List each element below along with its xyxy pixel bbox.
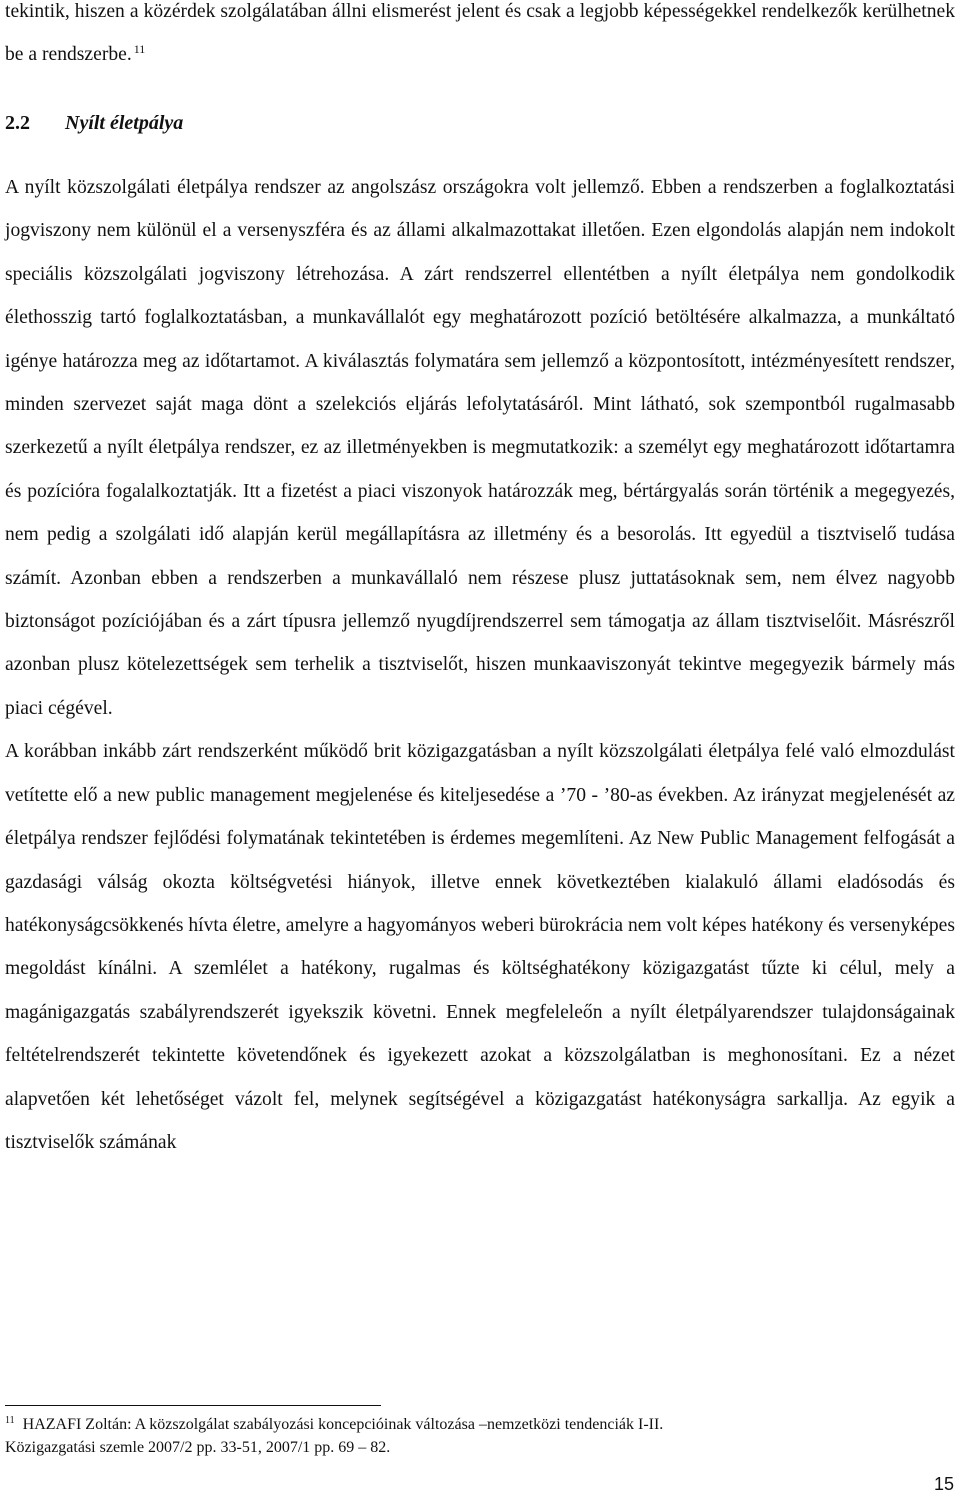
footnote-divider <box>5 1405 381 1406</box>
page-number: 15 <box>933 1474 954 1494</box>
section-number: 2.2 <box>5 112 30 134</box>
section-heading <box>5 102 183 145</box>
main-text <box>5 166 955 1164</box>
footnote <box>5 1413 945 1459</box>
intro-paragraph <box>5 0 955 77</box>
paragraph-open-career-system: A nyílt közszolgálati életpálya rendszer az angolszász országokra volt jellemző. Ebben a rendszerben a foglalkoztatási jogviszony nem különül el a versenyszféra és az állami alkalmazottakat illetően. Ezen elgondolás alapján nem indokolt speciális közszolgálati jogviszony létrehozása. A zárt rendszerrel ellentétben a nyílt életpálya nem gondolkodik élethosszig tartó foglalkoztatásban, a munkavállalót egy meghatározott pozíció betöltésére alkalmazza, a munkáltató igénye határozza meg az időtartamot. A kiválasztás folymatára sem jellemző a központosított, intézményesített rendszer, minden szervezet saját maga dönt a szelekciós eljárás lefolytatásáról. Mint látható, sok szempontból rugalmasabb szerkezetű a nyílt életpálya rendszer, ez az illetményekben is megmutatkozik: a személyt egy meghatározott időtartamra és pozícióra fogalalkoztatják. Itt a fizetést a piaci viszonyok határozzák meg, bértárgyalás során történik a megegyezés, nem pedig a szolgálati idő alapján kerül megállapításra az illetmény és a besorolás. Itt egyedül a tisztviselő tudása számít. Azonban ebben a rendszerben a munkavállaló nem részese plusz juttatásoknak sem, nem élvez nagyobb biztonságot pozíciójában és a zárt típusra jellemző nyugdíjrendszerrel sem támogatja az állam tisztviselőit. Másrészről azonban plusz kötelezettségek sem terhelik a tisztviselőt, hiszen munkaaviszonyát tekintve megegyezik bármely más piaci cégével. <box>5 177 955 719</box>
intro-text: tekintik, hiszen a közérdek szolgálatában állni elismerést jelent és csak a legjobb képességekkel rendelkezők kerülhetnek be a rendszerbe. <box>5 1 955 66</box>
section-title: Nyílt életpálya <box>65 112 184 134</box>
footnote-citation-source: Közigazgatási szemle 2007/2 pp. 33-51, 2007/1 pp. 69 – 82. <box>5 1439 391 1456</box>
paragraph-new-public-management: A korábban inkább zárt rendszerként működő brit közigazgatásban a nyílt közszolgálati életpálya felé való elmozdulást vetítette elő a new public management megjelenése és kiteljesedése a ’70 - ’80-as években. Az irányzat megjelenését az életpálya rendszer fejlődési folymatának tekintetében is érdemes megemlíteni. Az New Public Management felfogását a gazdasági válság okozta költségvetési hiányok, illetve ennek következtében kialakuló állami eladósodás és hatékonyságcsökkenés hívta életre, amelyre a hagyományos weberi bürokrácia nem volt képes hatékony és versenyképes megoldást kínálni. A szemlélet a hatékony, rugalmas és költséghatékony közigazgatást tűzte ki célul, mely a magánigazgatás szabályrendszerét igyekszik követni. Ennek megfeleleőn a nyílt életpályarendszer tulajdonságainak feltételrendszerét tekintette követendőnek és igyekezett azokat a közszolgálatban is meghonosítani. Ez a nézet alapvetően két lehetőséget vázolt fel, melynek segítségével a közigazgatást hatékonyságra sarkallja. Az egyik a tisztviselők számának <box>5 741 955 1153</box>
footnote-citation: HAZAFI Zoltán: A közszolgálat szabályozási koncepcióinak változása –nemzetközi tendenciák I-II. <box>22 1416 664 1433</box>
footnote-number: 11 <box>5 1414 15 1426</box>
footnote-reference[interactable]: 11 <box>133 41 146 56</box>
